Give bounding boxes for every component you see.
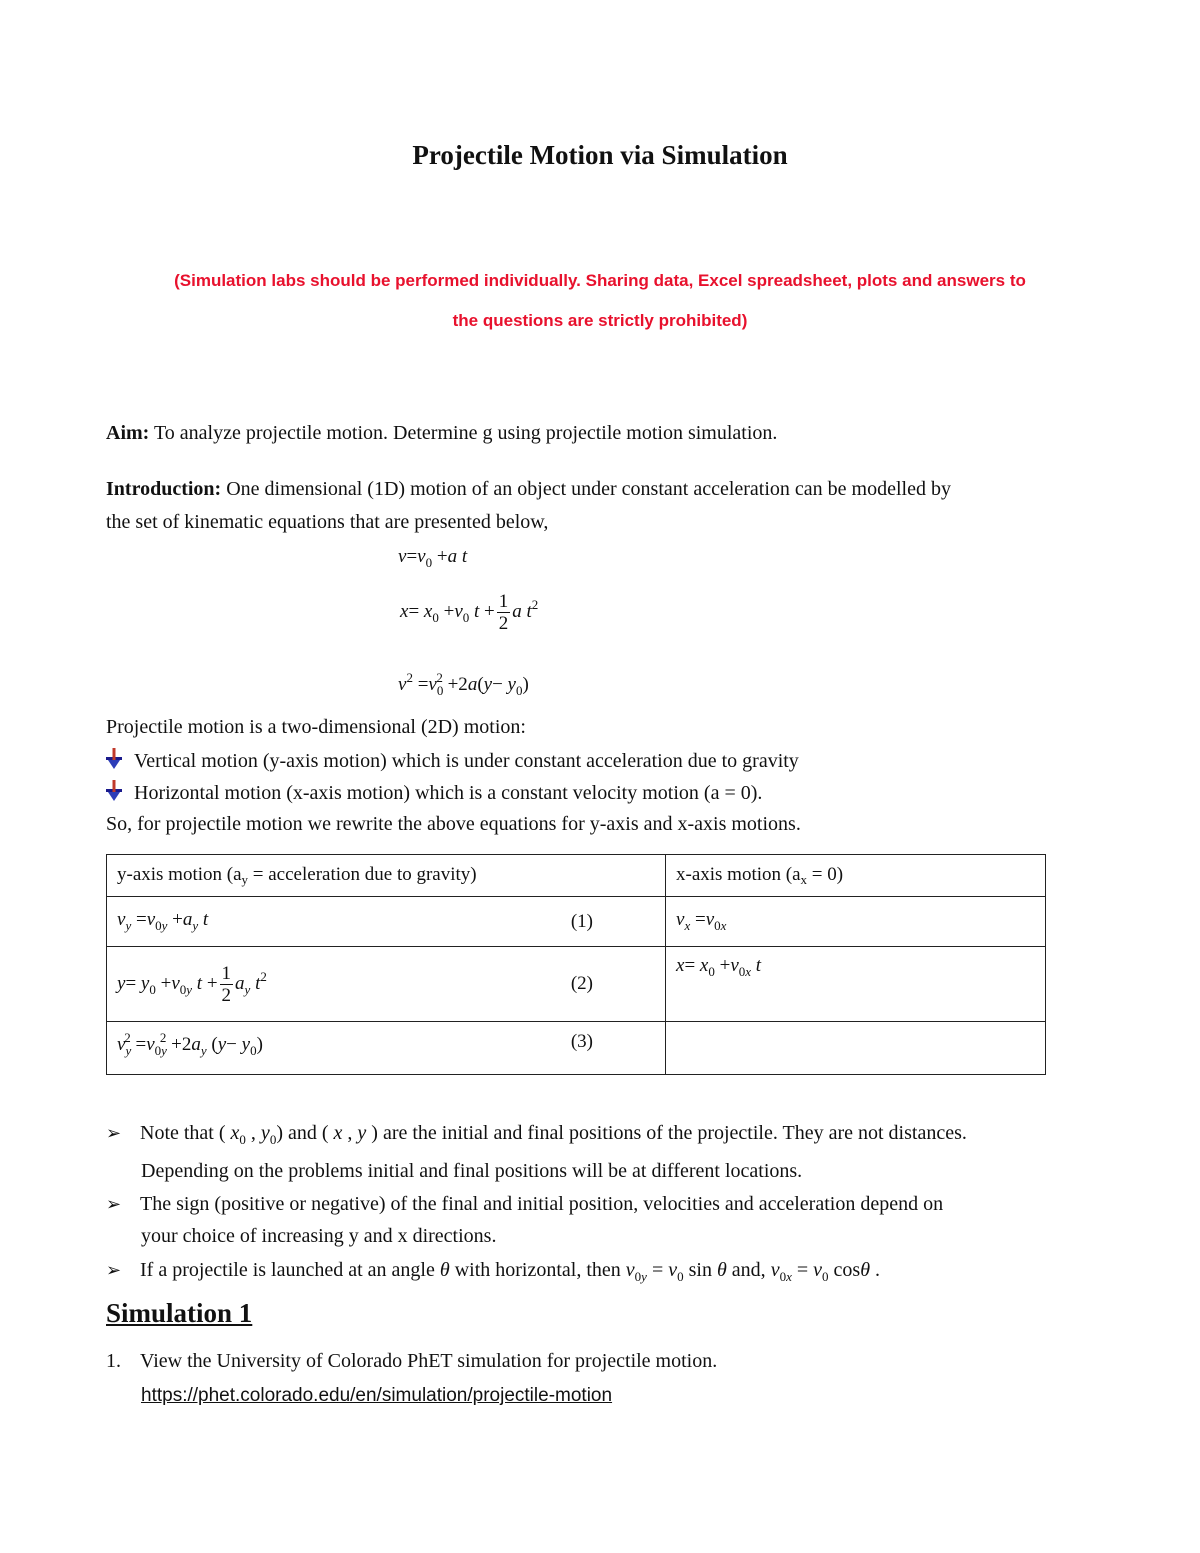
header-y-end: = acceleration due to gravity) bbox=[248, 863, 477, 885]
equation-position: $x= x_0 +v_0$ t + $\frac{1}{2}$ a $t^2$ bbox=[400, 591, 539, 634]
note-3: ➢ If a projectile is launched at an angle θ with horizontal, then $v_{0y} = v_0$ sin θ and, $v_{0x} = v_0$ cosθ . bbox=[106, 1259, 881, 1284]
warning-line-2: the questions are strictly prohibited) bbox=[452, 311, 748, 330]
equation-number: (1) bbox=[570, 910, 593, 932]
aim-paragraph bbox=[106, 422, 777, 445]
aim-label: Aim: bbox=[106, 422, 150, 444]
simulation-step-1 bbox=[106, 1350, 717, 1373]
intro-line-1 bbox=[106, 478, 951, 501]
cell-vx-equation: $v_x =v_{0x}$ bbox=[666, 897, 1046, 947]
bullet-horizontal bbox=[106, 780, 762, 805]
note-3-part-c: and, bbox=[731, 1259, 766, 1281]
motion-equations-table bbox=[106, 854, 1046, 1075]
note-1-part-a: Note that ( bbox=[140, 1122, 226, 1144]
rewrite-line: So, for projectile motion we rewrite the above equations for y-axis and x-axis motions. bbox=[106, 813, 801, 835]
equation-velocity: $v=v_0 +a$ t bbox=[398, 546, 468, 570]
equation-number: (3) bbox=[570, 1031, 593, 1052]
cell-vy-equation: $v_y =v_{0y} +a_y$ t (1) bbox=[107, 897, 666, 947]
header-x-text: x-axis motion (a bbox=[676, 863, 801, 885]
bullet-horizontal-text: Horizontal motion (x-axis motion) which is a constant velocity motion (a = 0). bbox=[134, 782, 763, 804]
header-x-sub: x bbox=[800, 871, 808, 887]
cell-vy-squared-equation: $v_y^2 =v_{0y}^2 +2a_y$ $(y- y_0)$ (3) bbox=[107, 1022, 666, 1075]
header-x-axis bbox=[666, 855, 1046, 897]
intro-line-2: the set of kinematic equations that are presented below, bbox=[106, 511, 549, 533]
cell-y-equation: $y= y_0 +v_{0y}$ t + $\frac{1}{2}$ $a_y$ $t^2$ (2) bbox=[107, 947, 666, 1022]
phet-simulation-link[interactable]: https://phet.colorado.edu/en/simulation/projectile-motion bbox=[141, 1385, 613, 1406]
table-row bbox=[107, 897, 1046, 947]
cell-x-equation: $x= x_0 +v_{0x}$ t bbox=[666, 947, 1046, 1022]
chevron-right-icon: ➢ bbox=[106, 1123, 122, 1143]
note-2-line-2: your choice of increasing y and x directions. bbox=[141, 1225, 497, 1247]
header-y-sub: y bbox=[241, 871, 249, 887]
step-number: 1. bbox=[106, 1350, 121, 1372]
warning-line-1: (Simulation labs should be performed individually. Sharing data, Excel spreadsheet, plots and answers to bbox=[174, 271, 1026, 290]
table-row bbox=[107, 855, 1046, 897]
table-row bbox=[107, 1022, 1046, 1075]
intro-text: One dimensional (1D) motion of an object under constant acceleration can be modelled by bbox=[221, 478, 951, 500]
note-3-part-b: with horizontal, then bbox=[454, 1259, 621, 1281]
simulation-heading: Simulation 1 bbox=[106, 1298, 253, 1328]
down-arrow-icon bbox=[106, 748, 124, 770]
aim-text: To analyze projectile motion. Determine g using projectile motion simulation. bbox=[149, 422, 778, 444]
chevron-right-icon: ➢ bbox=[106, 1194, 122, 1214]
down-arrow-icon bbox=[106, 780, 124, 802]
phet-link-wrap bbox=[141, 1385, 612, 1407]
page-title: Projectile Motion via Simulation bbox=[412, 140, 788, 170]
cell-empty bbox=[666, 1022, 1046, 1075]
equation-number: (2) bbox=[570, 973, 593, 994]
note-1-part-b: ) and ( bbox=[276, 1122, 329, 1144]
note-1-part-c: ) are the initial and final positions of the projectile. They are not distances. bbox=[371, 1122, 967, 1144]
note-3-part-a: If a projectile is launched at an angle bbox=[140, 1259, 435, 1281]
note-1: ➢ Note that ( $x_0$ , $y_0$) and ( x , y ) are the initial and final positions of the projectile. They are not distances. bbox=[106, 1122, 967, 1147]
bullet-vertical-text: Vertical motion (y-axis motion) which is under constant acceleration due to gravity bbox=[134, 750, 799, 772]
chevron-right-icon: ➢ bbox=[106, 1260, 122, 1280]
intro-label: Introduction: bbox=[106, 478, 222, 500]
header-y-axis bbox=[107, 855, 666, 897]
equation-velocity-squared: $v^2 =v_0^2 +2a(y- y_0)$ bbox=[398, 670, 529, 698]
header-y-text: y-axis motion (a bbox=[117, 863, 242, 885]
step-text: View the University of Colorado PhET simulation for projectile motion. bbox=[140, 1350, 718, 1372]
table-row bbox=[107, 947, 1046, 1022]
bullet-vertical bbox=[106, 748, 799, 773]
note-1-line-2: Depending on the problems initial and final positions will be at different locations. bbox=[141, 1160, 803, 1182]
note-2-text: The sign (positive or negative) of the final and initial position, velocities and acceleration depend on bbox=[140, 1193, 944, 1215]
note-2 bbox=[106, 1193, 943, 1216]
header-x-end: = 0) bbox=[807, 863, 844, 885]
projectile-intro: Projectile motion is a two-dimensional (2D) motion: bbox=[106, 716, 526, 738]
